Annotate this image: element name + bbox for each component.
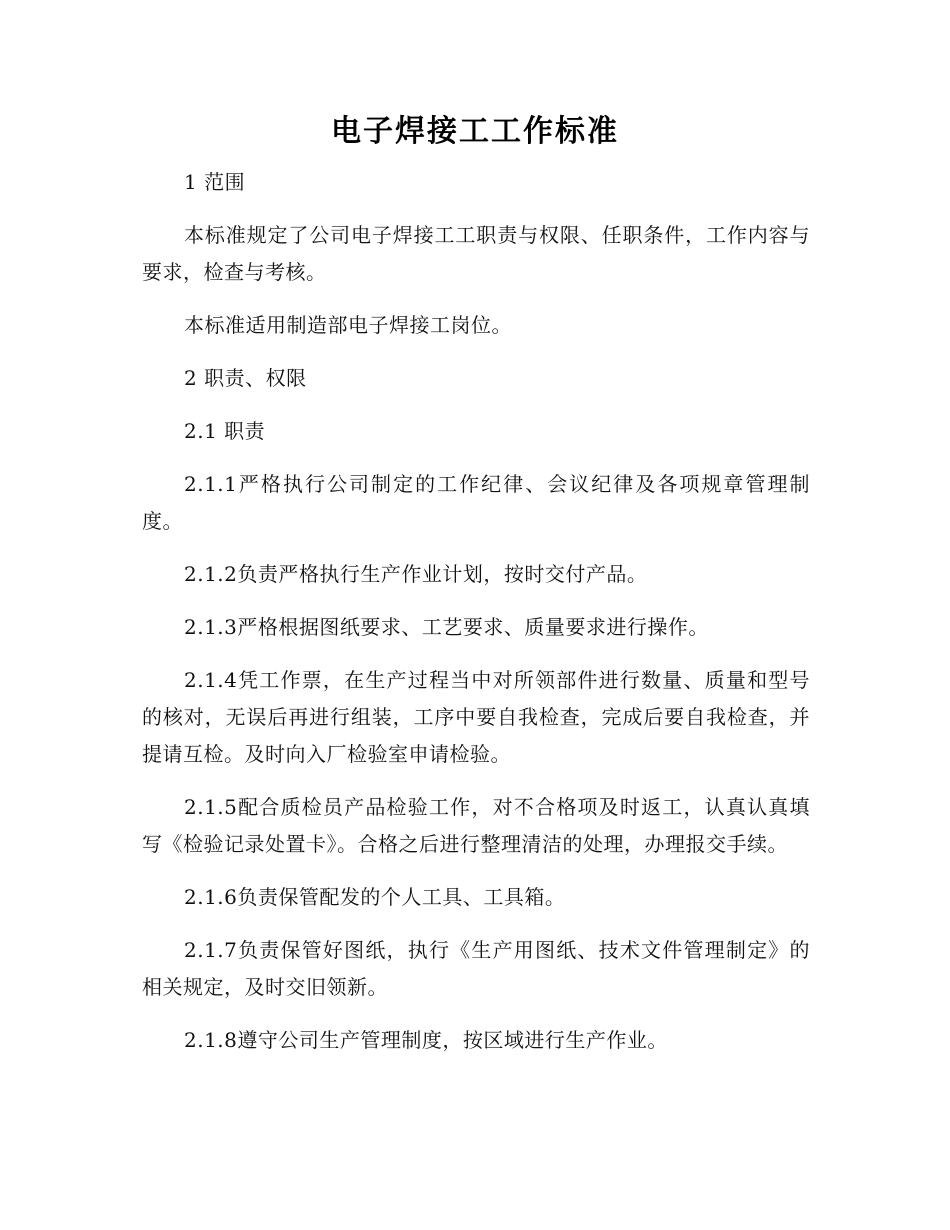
paragraph-scope-applicability: 本标准适用制造部电子焊接工岗位。 xyxy=(184,313,512,337)
responsibility-item-2-1-3: 2.1.3严格根据图纸要求、工艺要求、质量要求进行操作。 xyxy=(184,615,709,639)
responsibility-item-2-1-4: 2.1.4凭工作票，在生产过程当中对所领部件进行数量、质量和型号的核对，无误后再进行组装，工序中要自我检查，完成后要自我检查，并提请互检。及时向入厂检验室申请检验。 xyxy=(142,668,810,766)
responsibility-item-2-1-5: 2.1.5配合质检员产品检验工作，对不合格项及时返工，认真认真填写《检验记录处置卡》。合格之后进行整理清洁的处理，办理报交手续。 xyxy=(142,795,810,856)
document-title: 电子焊接工工作标准 xyxy=(331,114,619,149)
section-heading-scope: 1 范围 xyxy=(184,170,246,194)
responsibility-item-2-1-6: 2.1.6负责保管配发的个人工具、工具箱。 xyxy=(184,885,566,909)
section-heading-responsibilities-authority: 2 职责、权限 xyxy=(184,366,307,390)
responsibility-item-2-1-1: 2.1.1严格执行公司制定的工作纪律、会议纪律及各项规章管理制度。 xyxy=(142,472,810,533)
document-body xyxy=(142,164,810,1075)
paragraph-scope-definition: 本标准规定了公司电子焊接工工职责与权限、任职条件，工作内容与要求，检查与考核。 xyxy=(142,223,810,284)
subsection-heading-responsibilities: 2.1 职责 xyxy=(184,419,266,443)
responsibility-item-2-1-8: 2.1.8遵守公司生产管理制度，按区域进行生产作业。 xyxy=(184,1028,668,1052)
responsibility-item-2-1-7: 2.1.7负责保管好图纸，执行《生产用图纸、技术文件管理制定》的相关规定，及时交旧领新。 xyxy=(142,938,810,999)
responsibility-item-2-1-2: 2.1.2负责严格执行生产作业计划，按时交付产品。 xyxy=(184,562,648,586)
